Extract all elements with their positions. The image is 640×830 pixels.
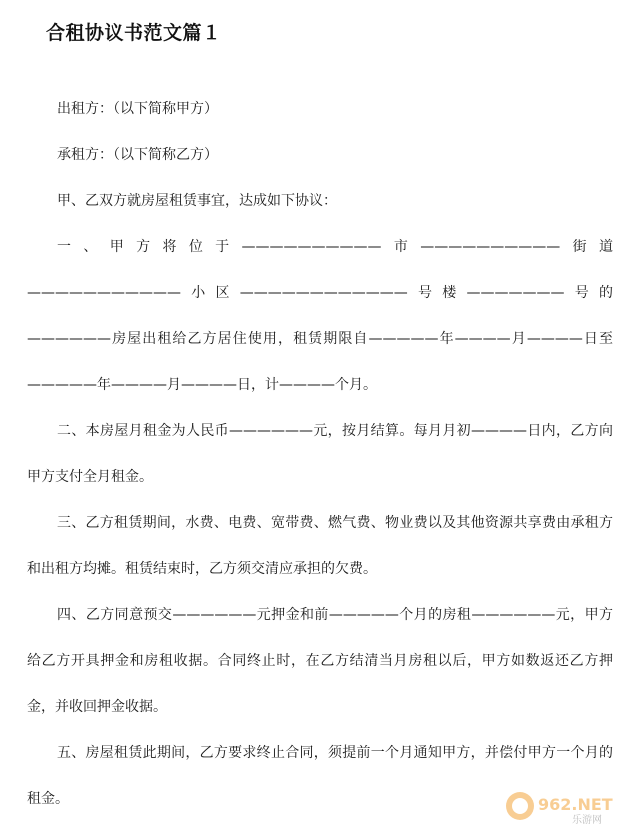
paragraph-lessee: 承租方：（以下简称乙方） <box>57 147 218 163</box>
paragraph-intro: 甲、乙双方就房屋租赁事宜，达成如下协议： <box>57 193 337 209</box>
document-title: 合租协议书范文篇１ <box>46 22 222 44</box>
paragraph-lessor: 出租方：（以下简称甲方） <box>57 101 218 117</box>
paragraph-clause-3: 三、乙方租赁期间，水费、电费、宽带费、燃气费、物业费以及其他资源共享费由承租方和出租方均摊。租赁结束时，乙方须交清应承担的欠费。 <box>27 515 613 577</box>
paragraph-clause-2: 二、本房屋月租金为人民币——————元，按月结算。每月月初————日内，乙方向甲方支付全月租金。 <box>27 423 613 485</box>
paragraph-clause-5: 五、房屋租赁此期间，乙方要求终止合同，须提前一个月通知甲方，并偿付甲方一个月的租金。 <box>27 745 613 807</box>
site-watermark-logo <box>502 786 634 826</box>
paragraph-clause-4: 四、乙方同意预交——————元押金和前—————个月的房租——————元，甲方给乙方开具押金和房租收据。合同终止时，在乙方结清当月房租以后，甲方如数返还乙方押金，并收回押金收据。 <box>27 607 613 715</box>
watermark-subtitle: 乐游网 <box>572 815 602 826</box>
watermark-brand: 962.NET <box>538 795 613 814</box>
paragraph-clause-1: 一、甲方将位于——————————市——————————街道———————————小区————————————号楼———————号的——————房屋出租给乙方居住使用，租赁期限自—————年————月————日至—————年————月————日，计————个月。 <box>27 239 613 393</box>
